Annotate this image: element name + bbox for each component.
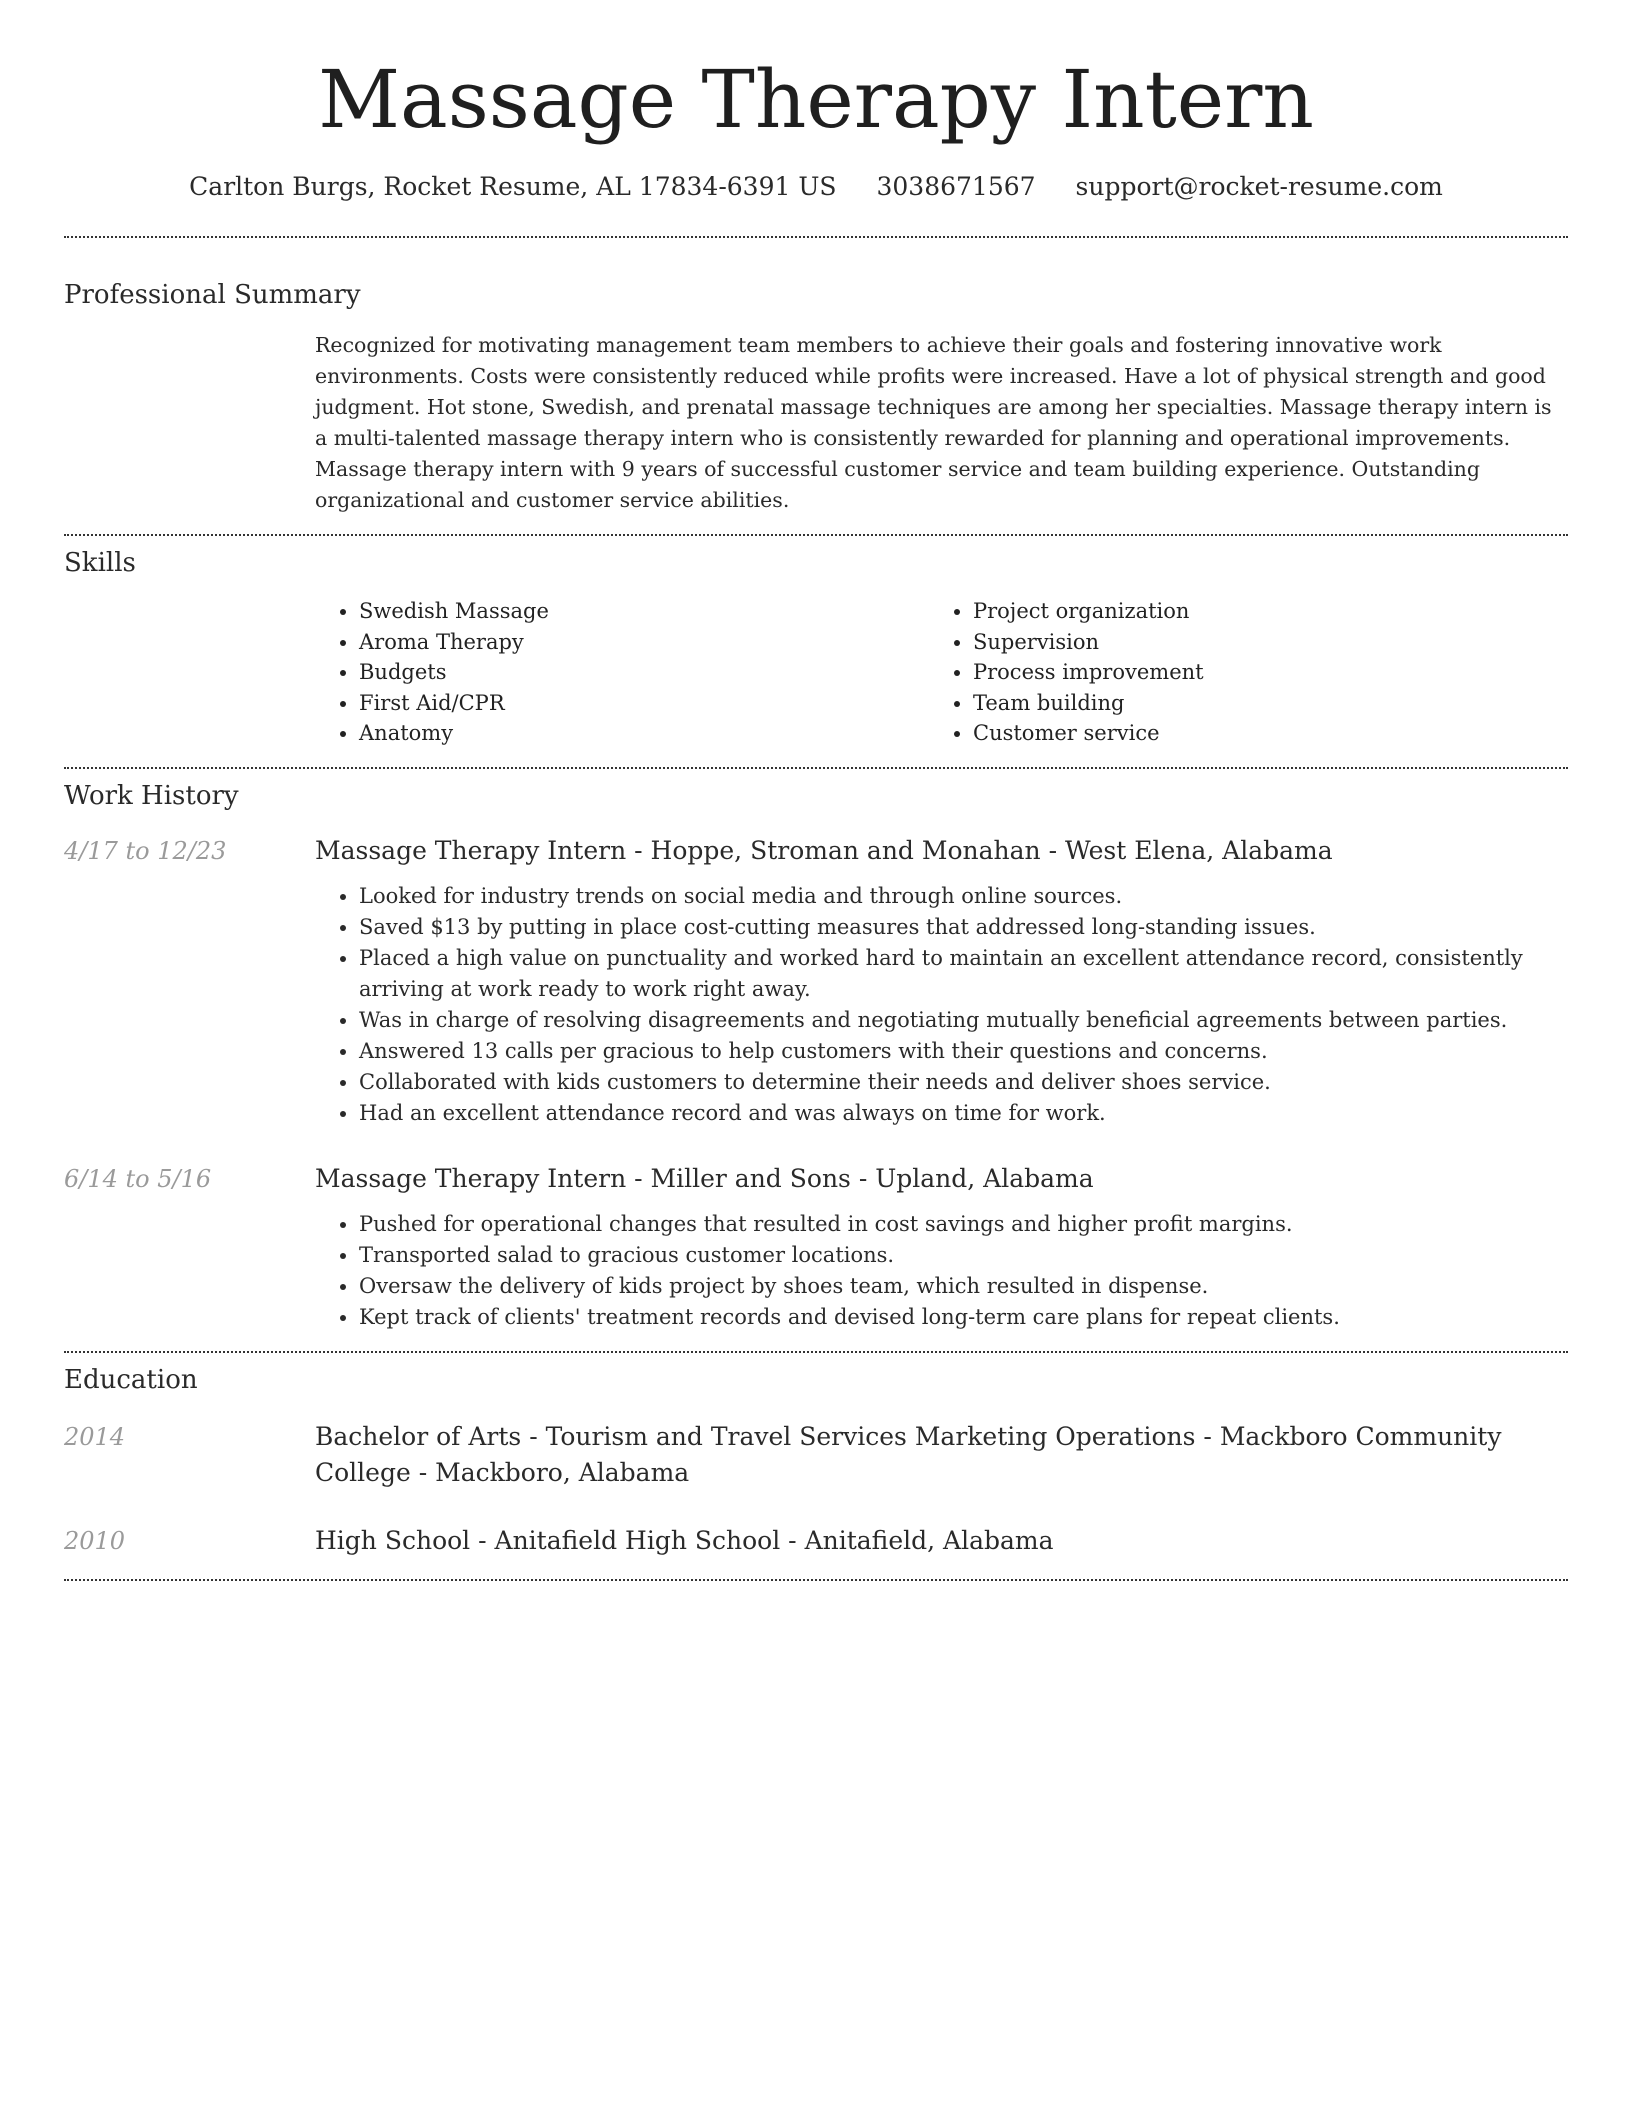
divider xyxy=(64,534,1568,536)
job-bullet: • Pushed for operational changes that resulted in cost savings and higher profit margins. xyxy=(359,1209,1568,1240)
education-year: 2014 xyxy=(64,1422,126,1451)
education-heading: Education xyxy=(64,1364,198,1395)
education-school: - Mackboro Community College - Mackboro, Alabama xyxy=(315,1421,1502,1487)
job-heading xyxy=(315,1161,1568,1197)
job-employer: - Hoppe, Stroman and Monahan - West Elena, Alabama xyxy=(626,835,1333,865)
divider xyxy=(64,1351,1568,1353)
resume-page xyxy=(64,0,1568,1581)
job-title: Massage Therapy Intern xyxy=(315,835,627,865)
skill-item: • Aroma Therapy xyxy=(359,627,929,658)
job-bullet: • Saved $13 by putting in place cost-cutting measures that addressed long-standing issues. xyxy=(359,912,1568,943)
education-degree: Bachelor of Arts - Tourism and Travel Services Marketing Operations xyxy=(315,1421,1196,1451)
job-bullets xyxy=(315,1209,1568,1333)
job-title: Massage Therapy Intern xyxy=(315,1163,627,1193)
divider xyxy=(64,1579,1568,1581)
job-bullet: • Oversaw the delivery of kids project by shoes team, which resulted in dispense. xyxy=(359,1271,1568,1302)
contact-phone: 3038671567 xyxy=(876,172,1036,201)
skills-heading: Skills xyxy=(64,548,136,578)
job-bullets xyxy=(315,881,1568,1129)
job-bullet: • Kept track of clients' treatment records and devised long-term care plans for repeat clients. xyxy=(359,1302,1568,1333)
education-degree: High School xyxy=(315,1525,471,1555)
skill-item: • Customer service xyxy=(973,718,1543,749)
contact-address: Carlton Burgs, Rocket Resume, AL 17834-6391 US xyxy=(189,172,837,201)
job-heading xyxy=(315,833,1568,869)
education-entry xyxy=(64,1419,1568,1491)
contact-line xyxy=(64,170,1568,204)
skill-item: • Project organization xyxy=(973,596,1543,627)
skills-list xyxy=(315,596,1568,749)
skills-column-right xyxy=(929,596,1543,749)
skill-item: • Swedish Massage xyxy=(359,596,929,627)
education-year: 2010 xyxy=(64,1526,126,1555)
job-bullet: • Placed a high value on punctuality and worked hard to maintain an excellent attendance record, consistently arriving at work ready to work right away. xyxy=(359,943,1568,1005)
divider xyxy=(64,767,1568,769)
skill-item: • Team building xyxy=(973,688,1543,719)
summary-heading: Professional Summary xyxy=(64,280,361,310)
education-entry xyxy=(64,1523,1568,1559)
job-entry xyxy=(64,1161,1568,1333)
job-employer: - Miller and Sons - Upland, Alabama xyxy=(626,1163,1094,1193)
summary-text: Recognized for motivating management team members to achieve their goals and fostering innovative work environments. Costs were consistently reduced while profits were increased. Have a lot of physical strength and good judgment. Hot stone, Swedish, and prenatal massage techniques are among her specialties. Massage therapy intern is a multi-talented massage therapy intern who is consistently rewarded for planning and operational improvements. Massage therapy intern with 9 years of successful customer service and team building experience. Outstanding organizational and customer service abilities. xyxy=(315,333,1552,512)
candidate-name: Massage Therapy Intern xyxy=(318,53,1314,146)
skill-item: • First Aid/CPR xyxy=(359,688,929,719)
job-dates: 4/17 to 12/23 xyxy=(64,836,227,865)
skill-item: • Anatomy xyxy=(359,718,929,749)
skills-column-left xyxy=(315,596,929,749)
work-history-heading: Work History xyxy=(64,780,239,811)
contact-email: support@rocket-resume.com xyxy=(1075,172,1443,201)
job-bullet: • Had an excellent attendance record and was always on time for work. xyxy=(359,1098,1568,1129)
divider xyxy=(64,236,1568,238)
job-bullet: • Transported salad to gracious customer locations. xyxy=(359,1240,1568,1271)
education-heading-line xyxy=(315,1523,1568,1559)
education-school: - Anitafield High School - Anitafield, Alabama xyxy=(470,1525,1054,1555)
job-entry xyxy=(64,833,1568,1129)
skill-item: • Supervision xyxy=(973,627,1543,658)
job-bullet: • Looked for industry trends on social media and through online sources. xyxy=(359,881,1568,912)
job-dates: 6/14 to 5/16 xyxy=(64,1164,212,1193)
job-bullet: • Answered 13 calls per gracious to help customers with their questions and concerns. xyxy=(359,1036,1568,1067)
skill-item: • Process improvement xyxy=(973,657,1543,688)
skill-item: • Budgets xyxy=(359,657,929,688)
education-heading-line xyxy=(315,1419,1568,1491)
job-bullet: • Collaborated with kids customers to determine their needs and deliver shoes service. xyxy=(359,1067,1568,1098)
job-bullet: • Was in charge of resolving disagreements and negotiating mutually beneficial agreements between parties. xyxy=(359,1005,1568,1036)
